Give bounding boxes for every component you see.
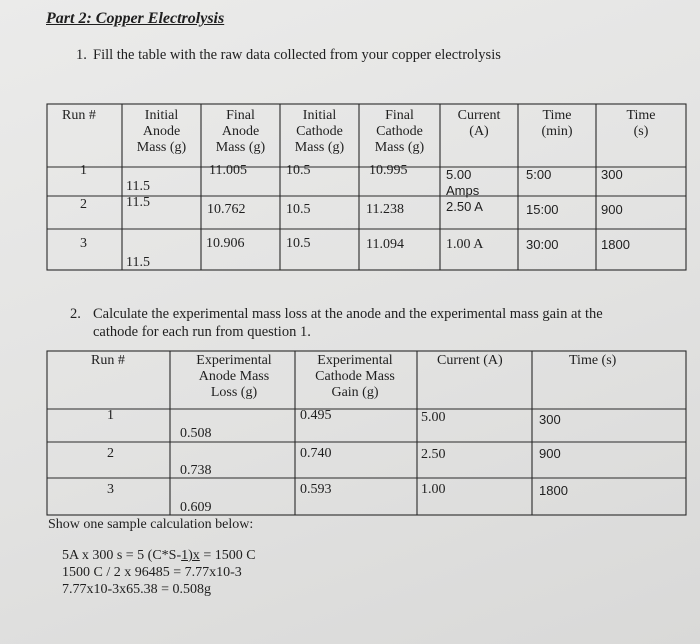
t1-r3-time-s: 1800 — [601, 237, 630, 252]
t1-header-final-cathode: Final Cathode Mass (g) — [374, 108, 425, 155]
t2-header-current: Current (A) — [437, 353, 503, 368]
t1-r2-final-anode: 10.762 — [207, 202, 246, 217]
t1-r2-initial-cathode: 10.5 — [286, 202, 311, 217]
t1-header-initial-anode: Initial Anode Mass (g) — [136, 108, 187, 155]
t1-r2-time-min: 15:00 — [526, 202, 559, 217]
t2-r1-run: 1 — [107, 408, 114, 423]
t1-r1-time-min: 5:00 — [526, 167, 552, 182]
question-1-text: Fill the table with the raw data collected from your copper electrolysis — [93, 47, 501, 63]
t2-header-cathode-gain: Experimental Cathode Mass Gain (g) — [315, 353, 395, 400]
sample-calc-line-1: 5A x 300 s = 5 (C*S-1)x = 1500 C — [62, 548, 256, 563]
t1-r1-time-s: 300 — [601, 167, 623, 182]
t2-r1-time: 300 — [539, 412, 561, 427]
t2-r3-current: 1.00 — [421, 482, 446, 497]
t2-r2-run: 2 — [107, 446, 114, 461]
t1-header-final-anode: Final Anode Mass (g) — [215, 108, 266, 155]
t2-r1-cathode-gain: 0.495 — [300, 408, 332, 423]
t1-r3-final-anode: 10.906 — [206, 236, 245, 251]
question-2-number: 2. — [70, 306, 81, 322]
t1-r3-final-cathode: 11.094 — [366, 237, 404, 252]
t2-r3-anode-loss: 0.609 — [180, 500, 212, 515]
page-title: Part 2: Copper Electrolysis — [46, 10, 225, 27]
t2-r2-time: 900 — [539, 446, 561, 461]
t1-header-time-s: Time (s) — [626, 108, 656, 139]
t2-r3-cathode-gain: 0.593 — [300, 482, 332, 497]
question-2-line2: cathode for each run from question 1. — [93, 324, 311, 340]
t2-header-time: Time (s) — [569, 353, 617, 368]
t1-header-initial-cathode: Initial Cathode Mass (g) — [294, 108, 345, 155]
t2-header-anode-loss: Experimental Anode Mass Loss (g) — [196, 353, 272, 400]
t1-r2-final-cathode: 11.238 — [366, 202, 404, 217]
t2-r1-current: 5.00 — [421, 410, 446, 425]
t2-r3-run: 3 — [107, 482, 114, 497]
question-2-line1: Calculate the experimental mass loss at the anode and the experimental mass gain at the — [93, 306, 603, 322]
t2-r3-time: 1800 — [539, 483, 568, 498]
t2-r1-anode-loss: 0.508 — [180, 426, 212, 441]
t1-r1-final-anode: 11.005 — [209, 163, 247, 178]
t1-r1-initial-cathode: 10.5 — [286, 163, 311, 178]
sample-calc-line-2: 1500 C / 2 x 96485 = 7.77x10-3 — [62, 565, 242, 580]
t1-header-current: Current (A) — [457, 108, 501, 139]
t1-r2-current: 2.50 A — [446, 199, 483, 214]
t2-header-run: Run # — [91, 353, 125, 368]
t1-r3-current: 1.00 A — [446, 237, 484, 252]
t1-r1-initial-anode: 11.5 — [126, 179, 150, 194]
question-1-number: 1. — [76, 47, 87, 63]
t1-r1-current: 5.00 Amps — [446, 167, 480, 198]
t1-r1-final-cathode: 10.995 — [369, 163, 408, 178]
t2-r2-current: 2.50 — [421, 447, 446, 462]
t1-r3-time-min: 30:00 — [526, 237, 559, 252]
t1-r2-initial-anode: 11.5 — [126, 195, 150, 210]
t1-r2-run: 2 — [80, 197, 87, 212]
t1-r3-initial-anode: 11.5 — [126, 255, 150, 270]
t1-r1-run: 1 — [80, 163, 87, 178]
t1-header-time-min: Time (min) — [541, 108, 573, 139]
t1-r3-initial-cathode: 10.5 — [286, 236, 311, 251]
t1-header-run: Run # — [62, 108, 96, 123]
t2-r2-cathode-gain: 0.740 — [300, 446, 332, 461]
t1-r3-run: 3 — [80, 236, 87, 251]
t1-r2-time-s: 900 — [601, 202, 623, 217]
sample-calc-heading: Show one sample calculation below: — [48, 517, 254, 532]
t2-r2-anode-loss: 0.738 — [180, 463, 212, 478]
sample-calc-line-3: 7.77x10-3x65.38 = 0.508g — [62, 582, 212, 597]
